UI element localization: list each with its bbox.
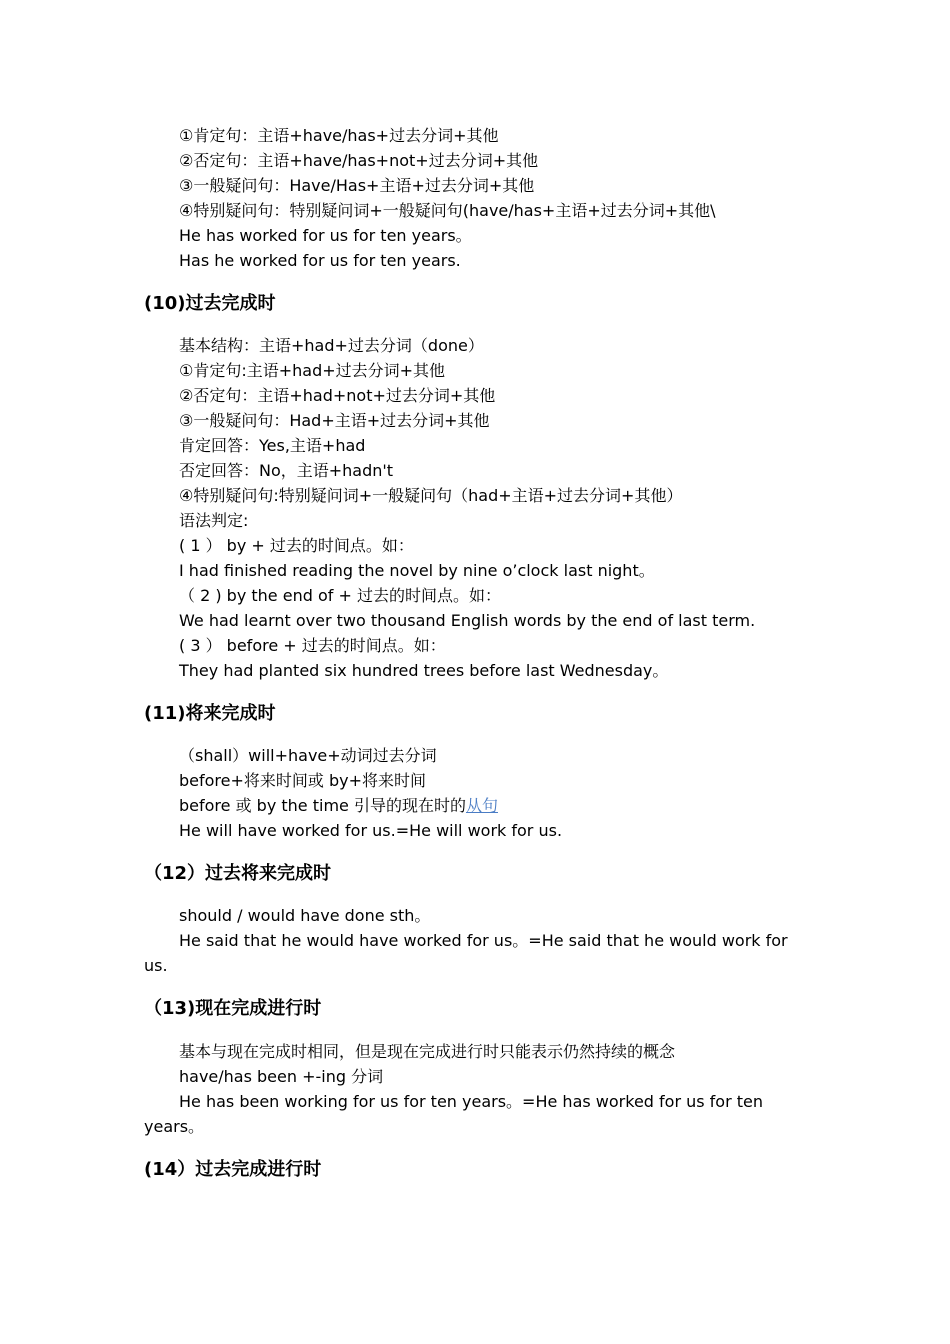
yes-no-question-line: ③一般疑问句：Had+主语+过去分词+其他	[179, 411, 490, 430]
clause-link[interactable]: 从句	[465, 796, 498, 815]
grammar-criteria-label: 语法判定:	[179, 511, 249, 530]
clause-line-text: before 或 by the time 引导的现在时的	[179, 796, 466, 815]
structure-line: （shall）will+have+动词过去分词	[179, 746, 437, 765]
example-question: Has he worked for us for ten years.	[179, 251, 461, 270]
example-sentence: He has worked for us for ten years。	[179, 226, 472, 245]
structure-line: should / would have done sth。	[179, 906, 431, 925]
negative-form-line: ②否定句：主语+have/has+not+过去分词+其他	[179, 151, 539, 170]
section-heading-present-perfect-continuous: （13)现在完成进行时	[144, 998, 322, 1019]
negative-answer-line: 否定回答：No，主语+hadn't	[179, 461, 394, 480]
criterion-1: ( 1 ） by + 过去的时间点。如：	[179, 536, 414, 555]
criterion-2: （ 2 ) by the end of + 过去的时间点。如：	[179, 586, 501, 605]
affirmative-form-line: ①肯定句:主语+had+过去分词+其他	[179, 361, 446, 380]
wh-question-line: ④特别疑问句:特别疑问词+一般疑问句（had+主语+过去分词+其他）	[179, 486, 683, 505]
negative-form-line: ②否定句：主语+had+not+过去分词+其他	[179, 386, 496, 405]
wh-question-line: ④特别疑问句：特别疑问词+一般疑问句(have/has+主语+过去分词+其他\	[179, 201, 716, 220]
example-paragraph: He has been working for us for ten years。=He has worked for us for ten years。	[144, 1092, 764, 1136]
criterion-3: ( 3 ） before + 过去的时间点。如：	[179, 636, 446, 655]
clause-line	[179, 796, 498, 816]
criterion-1-example: I had finished reading the novel by nine o’clock last night。	[179, 561, 655, 580]
criterion-3-example: They had planted six hundred trees before last Wednesday。	[179, 661, 669, 680]
section-heading-future-perfect: (11)将来完成时	[144, 703, 276, 724]
example-paragraph: He said that he would have worked for us。=He said that he would work for us.	[144, 931, 788, 975]
basic-structure-line: 基本结构：主语+had+过去分词（done）	[179, 336, 484, 355]
structure-line: have/has been +-ing 分词	[179, 1067, 384, 1086]
affirmative-answer-line: 肯定回答：Yes,主语+had	[179, 436, 366, 455]
example-sentence: He will have worked for us.=He will work for us.	[179, 821, 563, 840]
criterion-2-example: We had learnt over two thousand English words by the end of last term.	[179, 611, 756, 630]
yes-no-question-line: ③一般疑问句：Have/Has+主语+过去分词+其他	[179, 176, 535, 195]
time-marker-line: before+将来时间或 by+将来时间	[179, 771, 427, 790]
description-line: 基本与现在完成时相同，但是现在完成进行时只能表示仍然持续的概念	[179, 1042, 676, 1061]
section-heading-past-perfect-continuous: (14）过去完成进行时	[144, 1159, 322, 1180]
affirmative-form-line: ①肯定句：主语+have/has+过去分词+其他	[179, 126, 499, 145]
section-heading-past-future-perfect: （12）过去将来完成时	[144, 863, 332, 884]
section-heading-past-perfect: (10)过去完成时	[144, 293, 276, 314]
